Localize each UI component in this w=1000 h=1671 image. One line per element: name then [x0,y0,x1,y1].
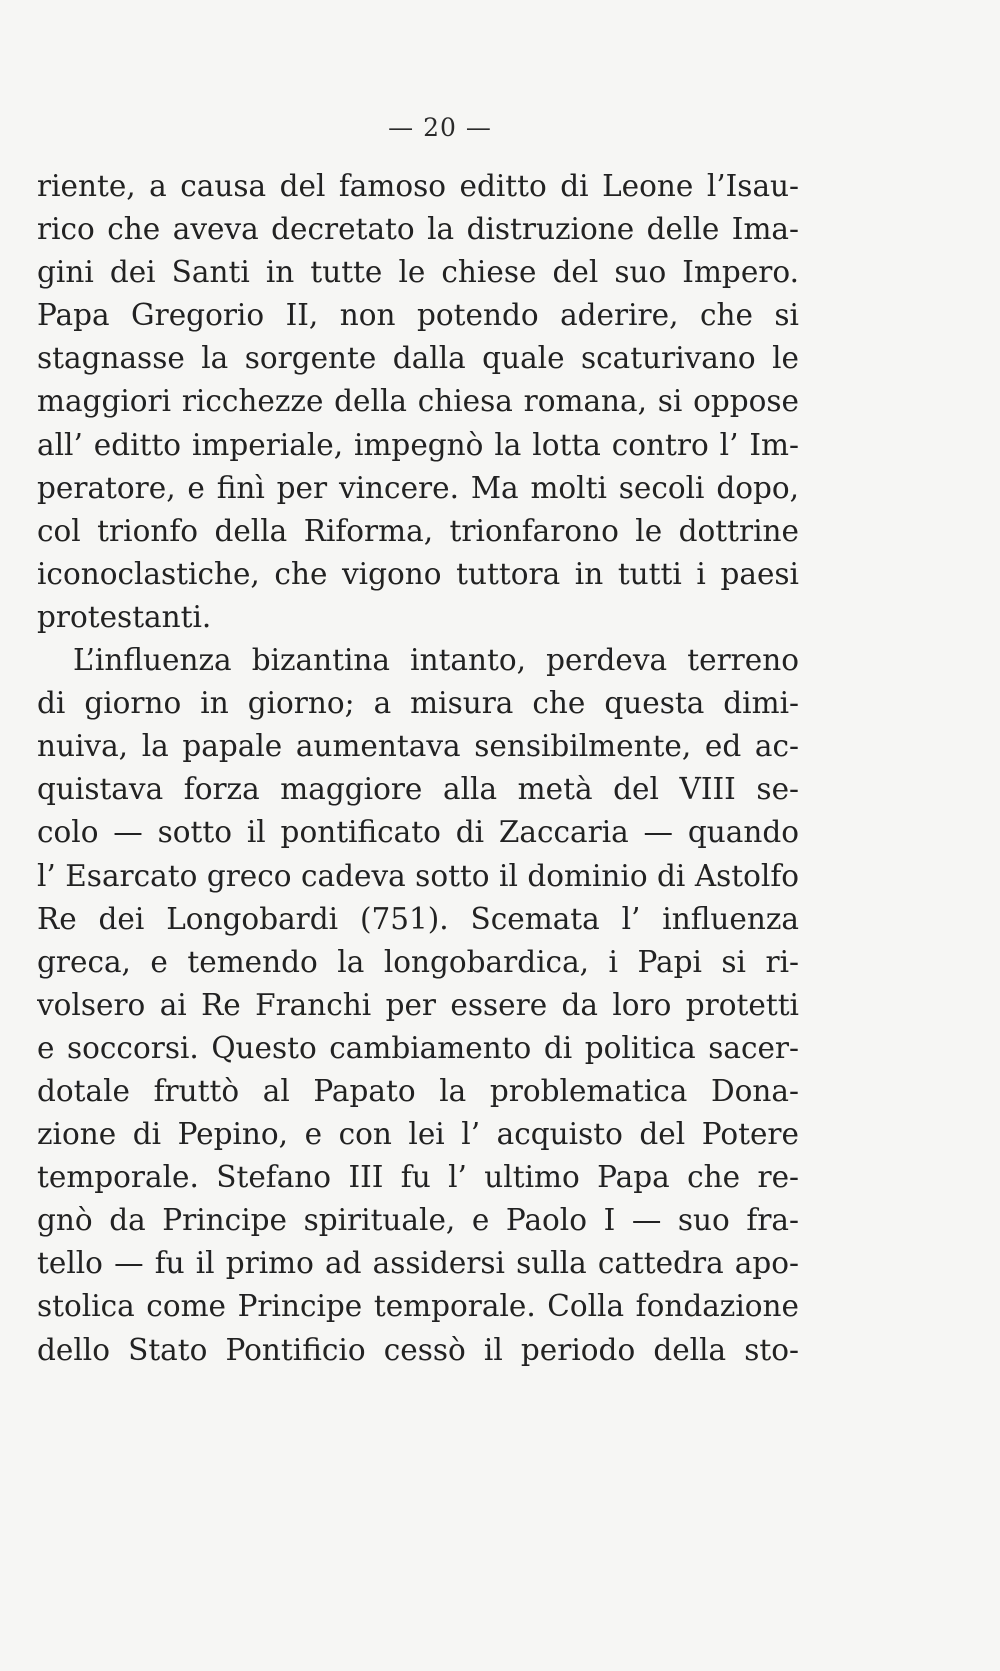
text-line: tello — fu il primo ad assidersi sulla cattedra apo- [37,1246,799,1281]
text-line: volsero ai Re Franchi per essere da loro protetti [37,987,799,1022]
text-line: rico che aveva decretato la distruzione delle Ima- [37,212,799,247]
text-line: dello Stato Pontificio cessò il periodo della sto- [37,1332,799,1367]
text-line: l’ Esarcato greco cadeva sotto il dominio di Astolfo [37,858,799,893]
text-line: dotale fruttò al Papato la problematica Dona- [37,1073,799,1108]
text-line: e soccorsi. Questo cambiamento di politica sacer- [37,1030,799,1065]
text-line: protestanti. [37,599,212,634]
text-line: colo — sotto il pontificato di Zaccaria — quando [37,815,799,850]
text-line: Papa Gregorio II, non potendo aderire, che si [37,298,799,333]
text-line: L’influenza bizantina intanto, perdeva terreno [73,643,799,678]
text-line: quistava forza maggiore alla metà del VIII se- [37,772,799,807]
text-line: iconoclastiche, che vigono tuttora in tutti i paesi [37,556,799,591]
text-line: all’ editto imperiale, impegnò la lotta contro l’ Im- [37,427,799,462]
text-line: stagnasse la sorgente dalla quale scaturivano le [37,341,799,376]
text-line: temporale. Stefano III fu l’ ultimo Papa che re- [37,1160,799,1195]
text-line: di giorno in giorno; a misura che questa dimi- [37,686,799,721]
page-number: — 20 — [388,113,492,142]
text-line: nuiva, la papale aumentava sensibilmente, ed ac- [37,729,799,764]
text-line: riente, a causa del famoso editto di Leone l’Isau- [37,169,799,203]
text-line: gini dei Santi in tutte le chiese del suo Impero. [37,255,799,290]
text-line: Re dei Longobardi (751). Scemata l’ influenza [37,901,799,936]
text-line: greca, e temendo la longobardica, i Papi si ri- [37,944,799,979]
text-line: col trionfo della Riforma, trionfarono le dottrine [37,513,799,548]
body-text [37,165,799,1372]
text-line: gnò da Principe spirituale, e Paolo I — suo fra- [37,1203,799,1238]
text-line: stolica come Principe temporale. Colla fondazione [37,1289,799,1324]
text-line: peratore, e finì per vincere. Ma molti secoli dopo, [37,470,799,505]
text-line: zione di Pepino, e con lei l’ acquisto del Potere [37,1117,799,1152]
text-line: maggiori ricchezze della chiesa romana, si oppose [37,384,799,419]
